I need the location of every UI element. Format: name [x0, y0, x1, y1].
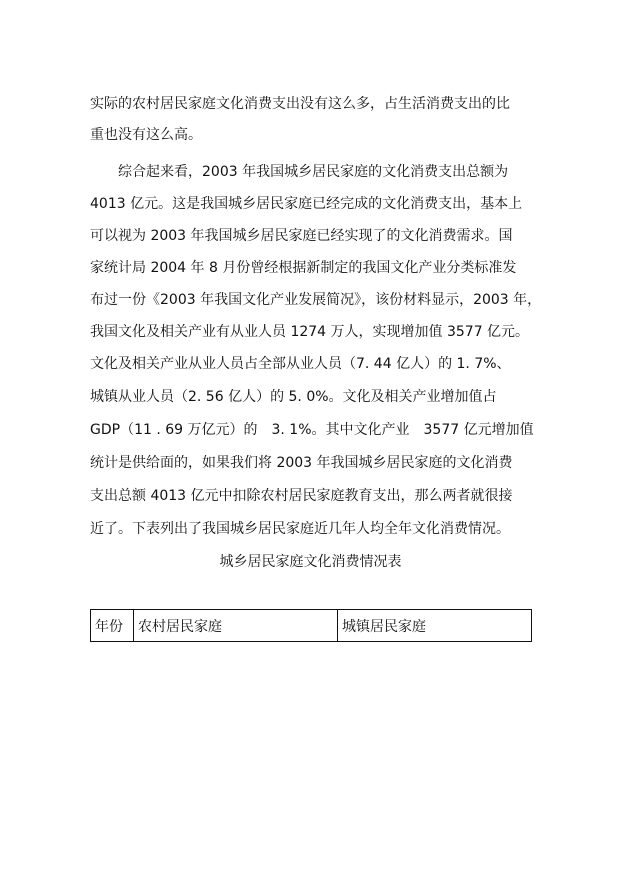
paragraph-2-line-7: 文化及相关产业从业人员占全部从业人员（7. 44 亿人）的 1. 7%、 [90, 356, 511, 372]
header-urban-households: 城镇居民家庭 [338, 610, 532, 642]
paragraph-2-line-9: GDP（11 . 69 万亿元）的 3. 1%。其中文化产业 3577 亿元增加值 [90, 422, 534, 438]
header-rural-households: 农村居民家庭 [134, 610, 338, 642]
consumption-table [90, 609, 532, 642]
paragraph-2-line-3: 可以视为 2003 年我国城乡居民家庭已经实现了的文化消费需求。国 [90, 228, 513, 244]
paragraph-2-line-1: 综合起来看，2003 年我国城乡居民家庭的文化消费支出总额为 [118, 164, 509, 180]
paragraph-1-line-2: 重也没有这么高。 [90, 127, 202, 143]
paragraph-2-line-10: 统计是供给面的，如果我们将 2003 年我国城乡居民家庭的文化消费 [90, 455, 513, 471]
table-header-row [91, 610, 532, 642]
paragraph-2-line-8: 城镇从业人员（2. 56 亿人）的 5. 0%。文化及相关产业增加值占 [90, 389, 497, 405]
paragraph-2-line-4: 家统计局 2004 年 8 月份曾经根据新制定的我国文化产业分类标准发 [90, 260, 517, 276]
paragraph-1-line-1: 实际的农村居民家庭文化消费支出没有这么多，占生活消费支出的比 [90, 96, 510, 112]
paragraph-2-line-11: 支出总额 4013 亿元中扣除农村居民家庭教育支出，那么两者就很接 [90, 488, 513, 504]
paragraph-2-line-2: 4013 亿元。这是我国城乡居民家庭已经完成的文化消费支出，基本上 [90, 196, 523, 212]
paragraph-2-line-5: 布过一份《2003 年我国文化产业发展简况》，该份材料显示，2003 年， [90, 292, 542, 308]
paragraph-2-line-12: 近了。下表列出了我国城乡居民家庭近几年人均全年文化消费情况。 [90, 521, 510, 537]
header-year: 年份 [91, 610, 134, 642]
table-caption: 城乡居民家庭文化消费情况表 [219, 554, 402, 570]
paragraph-2-line-6: 我国文化及相关产业有从业人员 1274 万人，实现增加值 3577 亿元。 [90, 324, 530, 340]
